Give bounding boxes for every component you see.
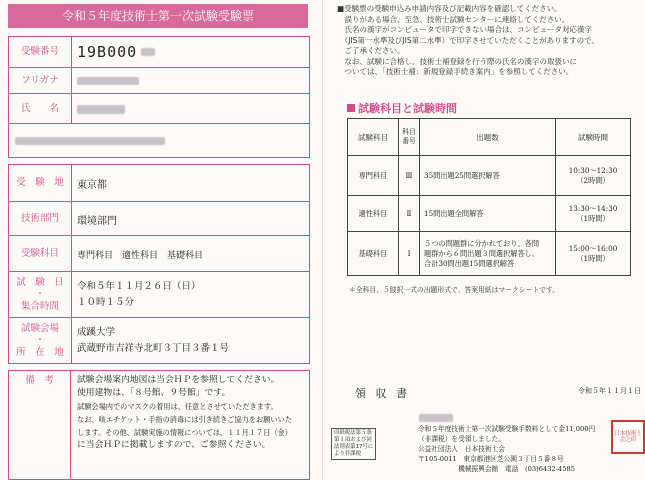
exam-number-label: 受験番号 bbox=[9, 37, 72, 67]
name-label: 氏 名 bbox=[9, 94, 72, 124]
tech-dept-label: 技術部門 bbox=[9, 202, 72, 236]
receipt-date: 令和５年１１月１日 bbox=[578, 387, 641, 395]
venue-row bbox=[9, 317, 309, 364]
exam-place-row bbox=[9, 165, 309, 201]
redacted-name bbox=[77, 105, 125, 114]
table-row: 適性科目 Ⅱ 15問出題全問解答 13:30～14:30 （1時間） bbox=[348, 196, 631, 232]
section-title: 試験科目と試験時間 bbox=[347, 100, 457, 116]
name-row bbox=[9, 93, 309, 124]
exam-number-row bbox=[9, 37, 309, 67]
notes-box bbox=[8, 370, 310, 480]
tech-dept-row bbox=[9, 201, 309, 236]
notes-text: 試験会場案内地図は当会ＨＰを参照してください。 使用建物は、「８号館、９号館」です。 試験会場内でのマスクの着用は、任意とさせていただきます。 なお、咳エチケット・手指の消毒には引き続きご協力をお願いいた します。その他、試験実施の情報については、１１月１７日（金） に当会ＨＰに掲載しますので、ご参照ください。 bbox=[77, 375, 292, 450]
exam-schedule-table bbox=[347, 118, 631, 276]
ticket-title: 令和５年度技術士第一次試験受験票 bbox=[8, 4, 308, 28]
exam-number-value: 19B000 bbox=[77, 43, 138, 61]
exam-info-box bbox=[8, 164, 310, 364]
admission-ticket-page bbox=[0, 0, 322, 480]
header-subject: 試験科目 bbox=[348, 119, 399, 156]
receipt-text: 令和５年度技術士第一次試験受験手数料として金11,000円 （非課税）を受領しました。 公益社団法人 日本技術士会 〒105-0011 東京都港区芝公園３丁目５番８号 機械振興会館 電話 (03)6432-4585 bbox=[418, 425, 596, 473]
assembly-time-value: １０時１５分 bbox=[77, 297, 135, 308]
exam-info-page bbox=[323, 0, 645, 480]
table-row: 基礎科目 Ⅰ ５つの問題群に分かれており、各問 題群から６問出題３問選択解答し、 合計30問出題15問選択解答 15:00～16:00 （1時間） bbox=[348, 232, 631, 276]
tech-dept-value: 環境部門 bbox=[77, 215, 117, 227]
subjects-row bbox=[9, 235, 309, 272]
section-bullet-icon bbox=[347, 104, 355, 112]
table-header-row bbox=[348, 119, 631, 156]
tax-exempt-stamp: 印紙税法第５条 第１項および同 法別表第17号に より非課税 bbox=[331, 428, 376, 460]
subjects-label: 受験科目 bbox=[9, 236, 72, 272]
venue-name-value: 成蹊大学 bbox=[77, 327, 116, 338]
header-number: 科目番号 bbox=[399, 119, 420, 156]
redacted-suffix bbox=[141, 48, 155, 56]
subjects-value: 専門科目 適性科目 基礎科目 bbox=[77, 250, 204, 261]
date-row bbox=[9, 271, 309, 318]
date-label: 試 験 日 ・ 集合時間 bbox=[9, 272, 72, 318]
official-seal: 日本技術士会之印 bbox=[611, 420, 645, 454]
redacted-receipt-name bbox=[419, 414, 453, 422]
header-time: 試験時間 bbox=[556, 119, 631, 156]
exam-place-label: 受 験 地 bbox=[9, 165, 72, 201]
notes-label: 備 考 bbox=[9, 371, 71, 479]
address-row bbox=[9, 123, 309, 158]
exam-date-value: 令和５年１１月２６日（日） bbox=[77, 281, 201, 292]
venue-label: 試験会場 ・ 所 在 地 bbox=[9, 318, 72, 364]
header-questions: 出題数 bbox=[420, 119, 556, 156]
intro-notice: ■受験票の受験申込み申請内容及び記載内容を確認してください。 誤りがある場合、至急、技術士試験センターに連絡してください。 氏名の漢字がコンピュータで印字できない場合は、コンピュータ対応漢字 （JIS第一水準及びJIS第二水準）で印字させていただくことがありますので、 ご了承ください。 なお、試験に合格し、技術士補登録を行う際の氏名の漢字の取扱いに ついては、「技術士補：新規登録手続き案内」を参照してください。 bbox=[337, 4, 599, 76]
exam-place-value: 東京都 bbox=[77, 179, 107, 191]
furigana-row bbox=[9, 67, 309, 94]
table-row: 専門科目 Ⅲ 35問出題25問選択解答 10:30～12:30 （2時間） bbox=[348, 156, 631, 196]
receipt-title: 領 収 書 bbox=[355, 387, 410, 400]
redacted-furigana bbox=[77, 77, 139, 85]
venue-address-value: 武蔵野市吉祥寺北町３丁目３番１号 bbox=[77, 343, 230, 354]
personal-info-box bbox=[8, 36, 310, 158]
redacted-address bbox=[15, 137, 165, 145]
table-footnote: ＊全科目、５肢択一式の出題形式で、答案用紙はマークシートです。 bbox=[349, 286, 560, 294]
furigana-label: フリガナ bbox=[9, 68, 72, 94]
